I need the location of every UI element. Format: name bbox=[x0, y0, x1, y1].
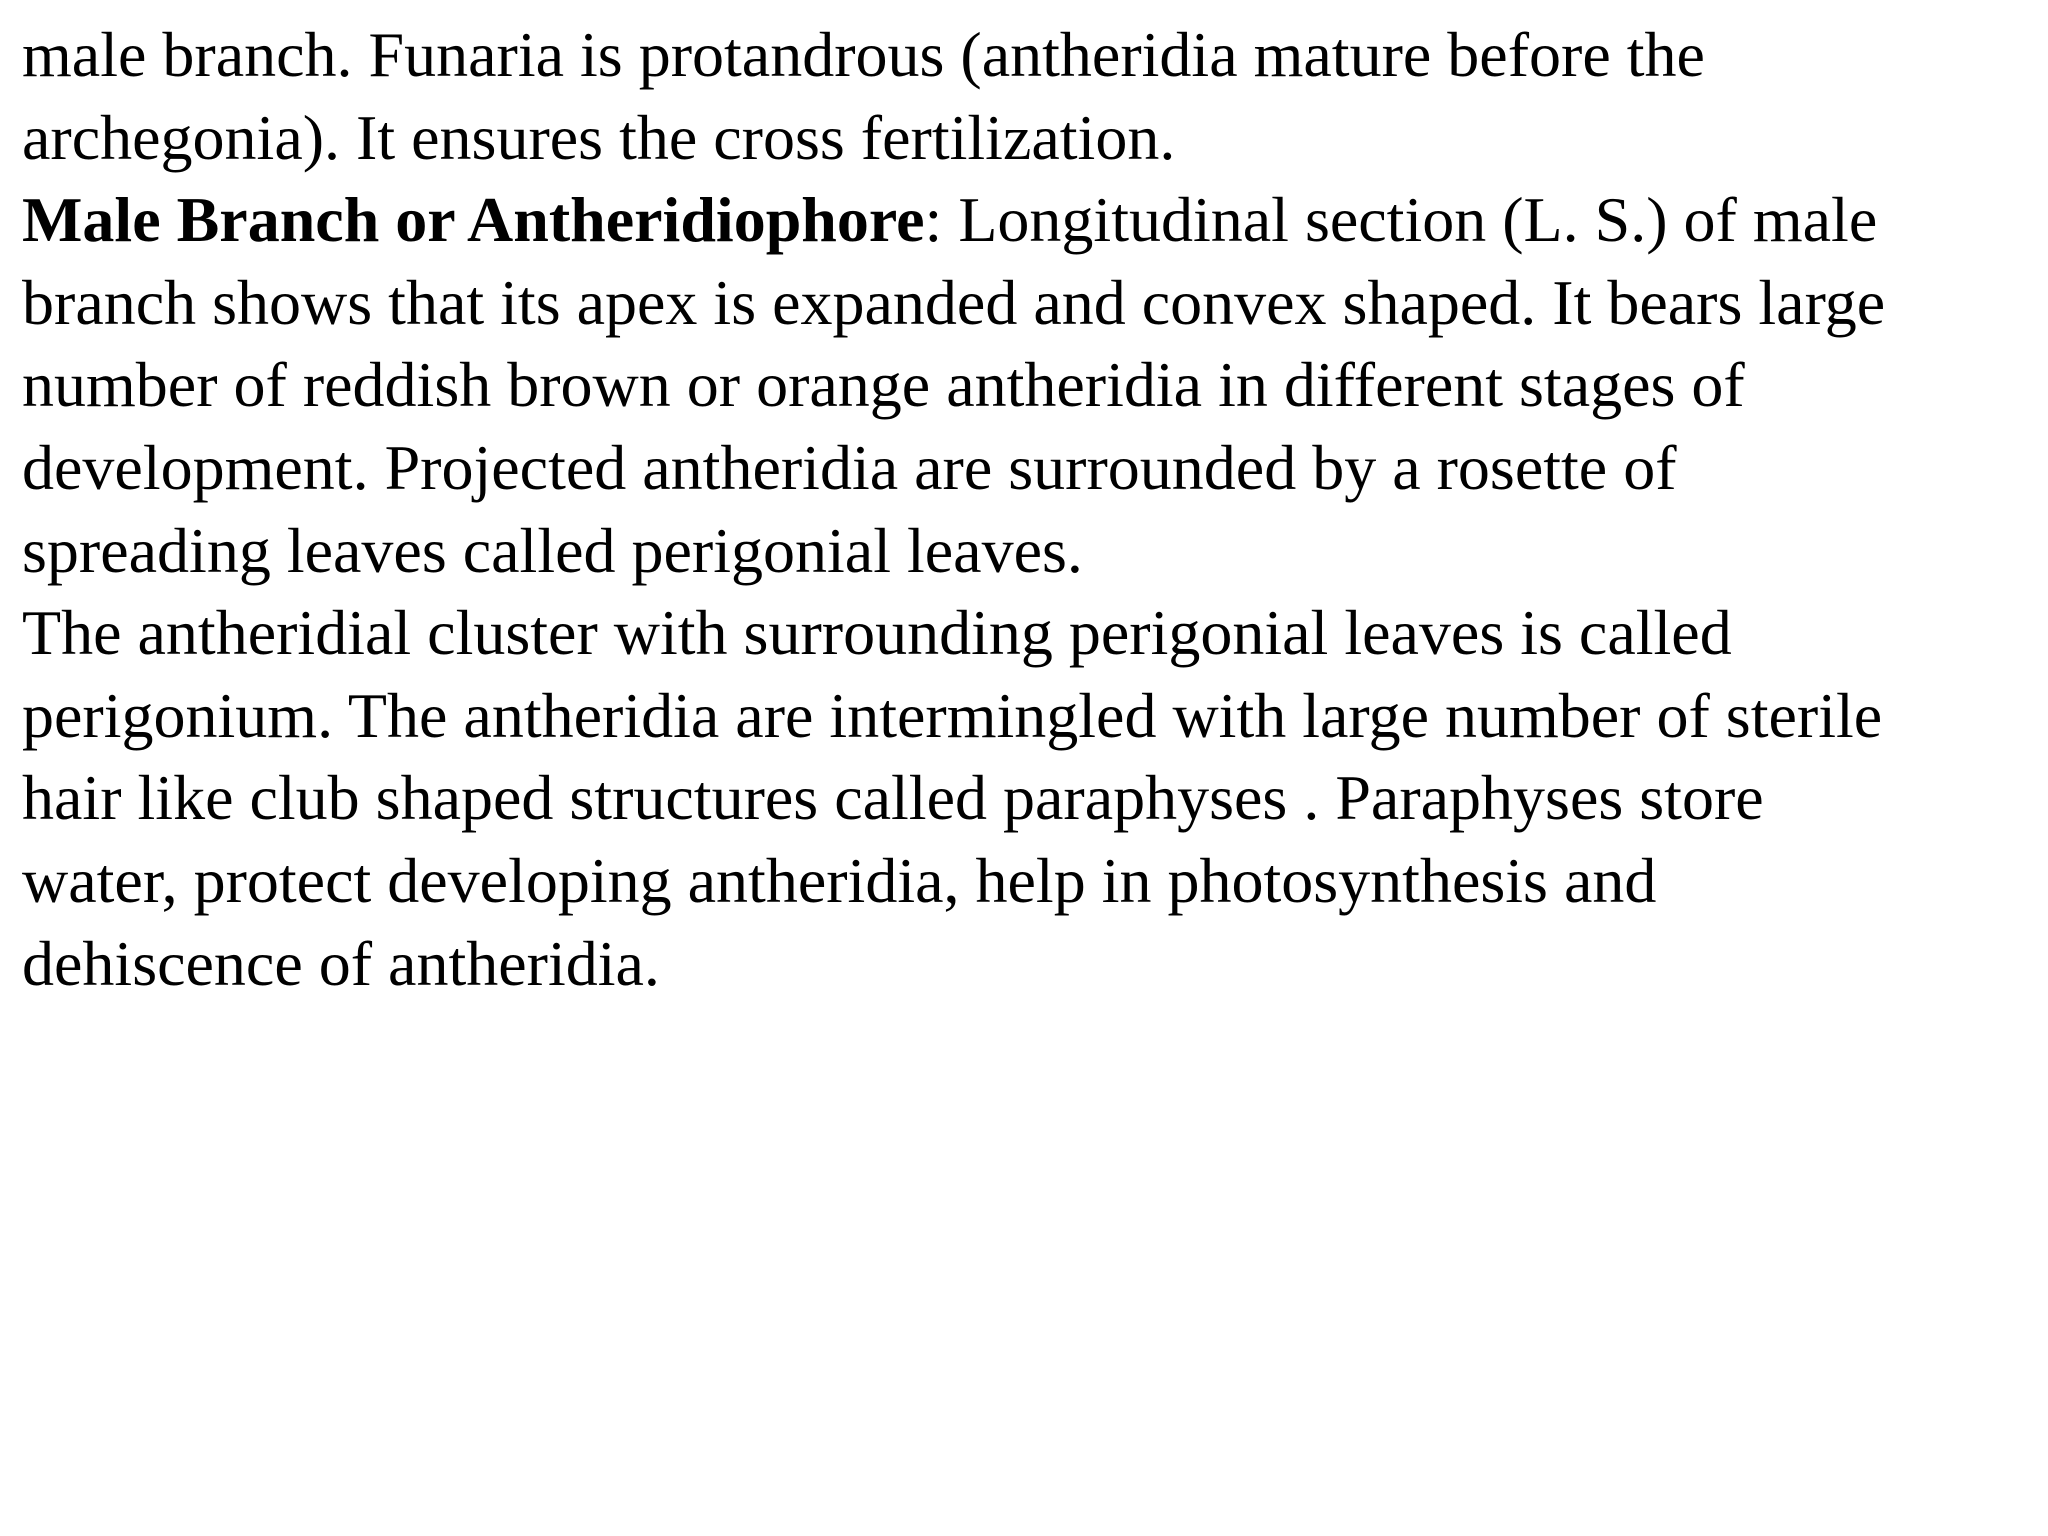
text-line-8: The antheridial cluster with surrounding perigonial leaves is called bbox=[22, 597, 1732, 669]
text-line-5: number of reddish brown or orange antheridia in different stages of bbox=[22, 349, 1745, 421]
text-line-9: perigonium. The antheridia are intermingled with large number of sterile bbox=[22, 679, 1883, 751]
text-line-7: spreading leaves called perigonial leaves. bbox=[22, 514, 1083, 586]
text-line-12: dehiscence of antheridia. bbox=[22, 927, 660, 999]
text-line-11: water, protect developing antheridia, help in photosynthesis and bbox=[22, 844, 1657, 916]
text-line-6: development. Projected antheridia are surrounded by a rosette of bbox=[22, 431, 1677, 503]
text-line-1: male branch. Funaria is protandrous (antheridia mature before the bbox=[22, 19, 1705, 90]
text-line-3-rest: : Longitudinal section (L. S.) of male bbox=[924, 184, 1878, 256]
section-heading-male-branch: Male Branch or Antheridiophore bbox=[22, 184, 925, 256]
text-line-10: hair like club shaped structures called paraphyses . Paraphyses store bbox=[22, 762, 1764, 834]
text-line-3 bbox=[22, 179, 2032, 262]
text-line-2: archegonia). It ensures the cross fertilization. bbox=[22, 101, 1176, 173]
document-body bbox=[22, 14, 2032, 1005]
text-line-4: branch shows that its apex is expanded and convex shaped. It bears large bbox=[22, 266, 1886, 338]
